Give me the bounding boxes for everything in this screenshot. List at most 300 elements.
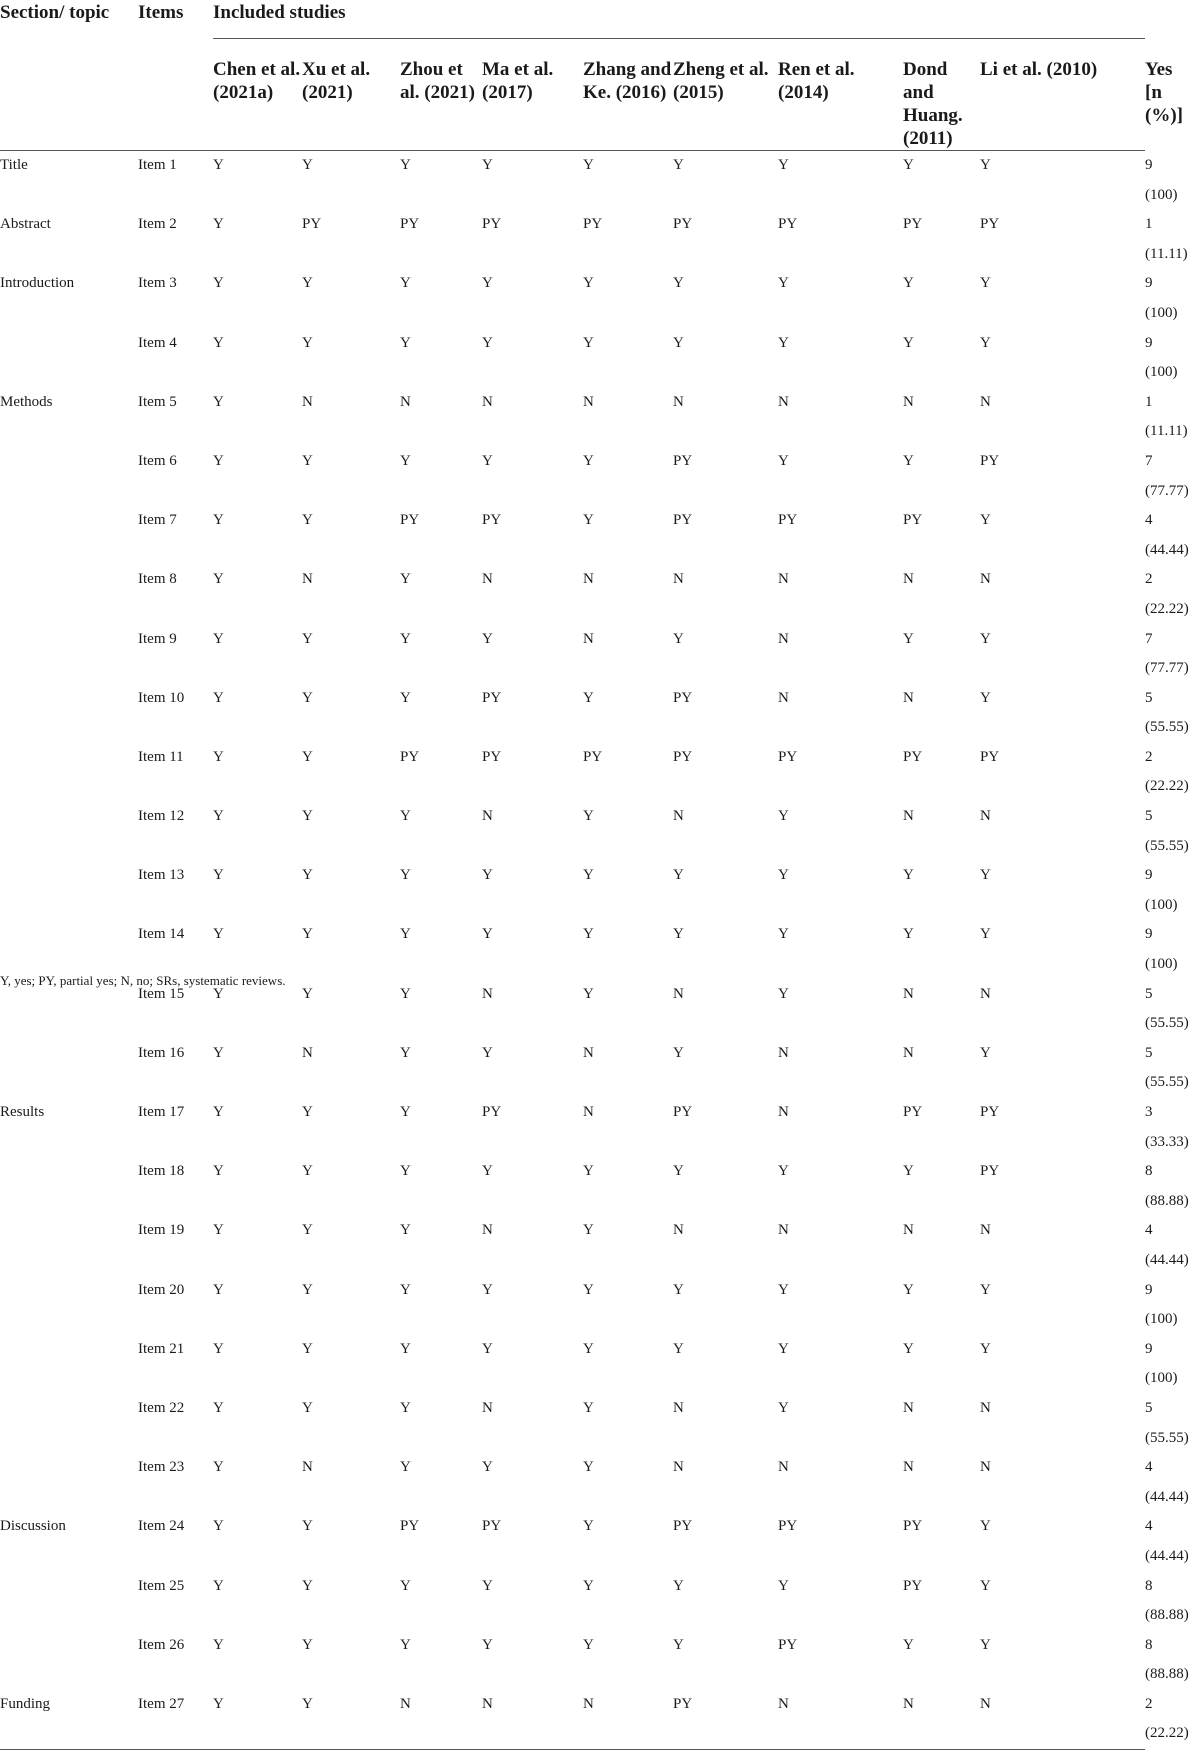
cell-rating: Y <box>400 452 411 469</box>
cell-rating: N <box>980 393 991 410</box>
cell-rating: PY <box>673 1690 778 1750</box>
cell-rating: N <box>302 571 313 588</box>
cell-rating: Y <box>213 275 224 292</box>
cell-rating: Y <box>583 1518 594 1535</box>
cell-rating: N <box>583 630 594 647</box>
cell-rating: N <box>482 1399 493 1416</box>
cell-rating: Y <box>673 157 684 173</box>
table-row: Item 6 Y Y Y Y Y PY Y Y PY 7 (77.77) <box>0 447 1145 506</box>
header-study: Zhang and Ke. (2016) <box>583 39 673 151</box>
cell-item: Item 1 <box>138 157 177 173</box>
cell-rating: Y <box>400 1104 411 1120</box>
cell-rating: Y <box>482 1636 493 1653</box>
cell-rating: Y <box>980 1518 991 1535</box>
cell-rating: N <box>903 393 914 410</box>
cell-rating: N <box>583 393 594 410</box>
cell-rating: Y <box>903 867 914 884</box>
cell-item: Item 24 <box>138 1518 185 1535</box>
table-footnote: Y, yes; PY, partial yes; N, no; SRs, systematic reviews. <box>0 973 286 988</box>
cell-section <box>0 1039 138 1098</box>
cell-rating: Y <box>400 630 411 647</box>
cell-rating: Y <box>400 1399 411 1416</box>
cell-item: Item 17 <box>138 1104 185 1120</box>
cell-item: Item 9 <box>138 630 177 647</box>
cell-rating: PY <box>482 512 502 529</box>
cell-rating: Y <box>778 1340 789 1357</box>
cell-rating: Y <box>400 926 411 943</box>
cell-rating: Y <box>482 926 493 943</box>
cell-rating: Y <box>213 216 224 233</box>
cell-section <box>0 506 138 565</box>
cell-rating: PY <box>903 1577 923 1594</box>
cell-item: Item 18 <box>138 1163 185 1180</box>
cell-rating: PY <box>482 748 502 765</box>
cell-rating: PY <box>903 1518 923 1535</box>
cell-section <box>0 861 138 920</box>
cell-rating: N <box>903 1690 980 1750</box>
cell-rating: Y <box>673 1636 684 1653</box>
cell-rating: Y <box>778 1281 789 1298</box>
cell-rating: Y <box>482 275 493 292</box>
cell-rating: N <box>302 393 313 410</box>
cell-item: Item 27 <box>138 1690 213 1750</box>
table-row: Introduction Item 3 Y Y Y Y Y Y Y Y Y 9 (100) <box>0 269 1145 328</box>
cell-rating: N <box>673 1459 684 1476</box>
table-row: Item 18 Y Y Y Y Y Y Y Y PY 8 (88.88) <box>0 1157 1145 1216</box>
table-row: Abstract Item 2 Y PY PY PY PY PY PY PY PY 1 (11.11) <box>0 210 1145 269</box>
cell-rating: Y <box>302 334 313 351</box>
cell-section <box>0 1157 138 1216</box>
cell-item: Item 3 <box>138 275 177 292</box>
cell-section <box>0 1453 138 1512</box>
cell-rating: Y <box>673 1281 684 1298</box>
cell-rating: Y <box>778 926 789 943</box>
cell-rating: Y <box>302 808 313 825</box>
cell-rating: PY <box>980 216 1000 233</box>
cell-rating: Y <box>400 808 411 825</box>
cell-rating: Y <box>482 1044 493 1061</box>
cell-rating: N <box>778 689 789 706</box>
cell-section: Title <box>0 157 28 173</box>
cell-rating: PY <box>778 512 798 529</box>
cell-rating: Y <box>482 630 493 647</box>
cell-rating: Y <box>302 157 313 173</box>
cell-section <box>0 1631 138 1690</box>
cell-rating: Y <box>302 512 313 529</box>
cell-rating: Y <box>213 1459 224 1476</box>
cell-rating: Y <box>980 1340 991 1357</box>
cell-rating: Y <box>903 1281 914 1298</box>
cell-rating: Y <box>673 275 684 292</box>
cell-rating: Y <box>673 334 684 351</box>
cell-rating: Y <box>213 1577 224 1594</box>
cell-rating: Y <box>213 630 224 647</box>
cell-section <box>0 565 138 624</box>
cell-rating: Y <box>903 630 914 647</box>
cell-section <box>0 920 138 979</box>
cell-item: Item 23 <box>138 1459 185 1476</box>
cell-rating: Y <box>302 1281 313 1298</box>
cell-rating: Y <box>302 275 313 292</box>
table-row: Item 23 Y N Y Y Y N N N N 4 (44.44) <box>0 1453 1145 1512</box>
cell-rating: N <box>903 689 914 706</box>
cell-rating: N <box>673 1222 684 1239</box>
cell-rating: Y <box>980 1044 991 1061</box>
cell-rating: N <box>673 985 684 1002</box>
cell-item: Item 14 <box>138 926 185 943</box>
cell-rating: Y <box>213 1044 224 1061</box>
cell-rating: Y <box>903 1163 914 1180</box>
cell-rating: Y <box>583 1459 594 1476</box>
cell-rating: PY <box>583 748 603 765</box>
cell-rating: N <box>980 985 991 1002</box>
cell-rating: Y <box>583 1163 594 1180</box>
cell-rating: Y <box>400 1281 411 1298</box>
cell-rating: PY <box>673 748 693 765</box>
cell-rating: PY <box>778 1518 798 1535</box>
cell-rating: PY <box>482 216 502 233</box>
cell-rating: PY <box>980 1163 1000 1180</box>
cell-rating: Y <box>980 157 991 173</box>
cell-rating: Y <box>778 452 789 469</box>
cell-rating: Y <box>778 808 789 825</box>
cell-rating: Y <box>903 1636 914 1653</box>
header-study: Xu et al. (2021) <box>302 39 400 151</box>
cell-rating: Y <box>302 452 313 469</box>
table-body <box>0 151 1189 1750</box>
table-row: Item 22 Y Y Y N Y N Y N N 5 (55.55) <box>0 1394 1145 1453</box>
cell-rating: Y <box>778 275 789 292</box>
cell-section <box>0 1335 138 1394</box>
cell-rating: Y <box>673 926 684 943</box>
cell-section <box>0 329 138 388</box>
cell-rating: Y <box>482 1163 493 1180</box>
cell-section: Discussion <box>0 1518 66 1535</box>
cell-rating: Y <box>980 926 991 943</box>
cell-rating: Y <box>302 926 313 943</box>
cell-rating: Y <box>903 275 914 292</box>
table-row: Item 20 Y Y Y Y Y Y Y Y Y 9 (100) <box>0 1276 1145 1335</box>
cell-rating: PY <box>673 689 693 706</box>
cell-rating: Y <box>400 1459 411 1476</box>
cell-rating: N <box>778 1104 789 1120</box>
cell-rating: Y <box>980 689 991 706</box>
cell-rating: N <box>482 571 493 588</box>
cell-rating: Y <box>482 1459 493 1476</box>
cell-rating: N <box>482 1690 583 1750</box>
cell-rating: N <box>673 393 684 410</box>
cell-rating: Y <box>213 1281 224 1298</box>
cell-rating: Y <box>213 867 224 884</box>
table-row: Item 7 Y Y PY PY Y PY PY PY Y 4 (44.44) <box>0 506 1145 565</box>
cell-rating: Y <box>400 157 411 173</box>
cell-rating: N <box>673 1399 684 1416</box>
cell-item: Item 15 <box>138 985 185 1002</box>
cell-section <box>0 743 138 802</box>
cell-rating: N <box>903 1459 914 1476</box>
cell-rating: N <box>482 1222 493 1239</box>
cell-rating: N <box>778 630 789 647</box>
table-row: Item 21 Y Y Y Y Y Y Y Y Y 9 (100) <box>0 1335 1145 1394</box>
cell-rating: Y <box>302 1636 313 1653</box>
cell-rating: Y <box>302 1518 313 1535</box>
cell-rating: Y <box>583 1222 594 1239</box>
cell-rating: PY <box>400 748 420 765</box>
cell-item: Item 5 <box>138 393 177 410</box>
cell-rating: Y <box>400 689 411 706</box>
cell-rating: Y <box>583 1577 594 1594</box>
cell-rating: Y <box>980 1636 991 1653</box>
cell-rating: Y <box>302 689 313 706</box>
cell-rating: PY <box>400 1518 420 1535</box>
cell-rating: Y <box>302 1690 400 1750</box>
cell-rating: Y <box>400 867 411 884</box>
cell-rating: PY <box>400 216 420 233</box>
cell-rating: N <box>583 1690 673 1750</box>
cell-rating: Y <box>213 748 224 765</box>
cell-rating: PY <box>482 1518 502 1535</box>
cell-section <box>0 1572 138 1631</box>
cell-rating: Y <box>980 334 991 351</box>
cell-rating: Y <box>583 452 594 469</box>
cell-rating: Y <box>400 1222 411 1239</box>
header-included-studies: Included studies <box>213 2 346 23</box>
cell-rating: Y <box>302 1577 313 1594</box>
cell-rating: Y <box>980 1577 991 1594</box>
cell-rating: Y <box>482 867 493 884</box>
cell-item: Item 19 <box>138 1222 185 1239</box>
cell-rating: Y <box>903 334 914 351</box>
cell-section <box>0 1276 138 1335</box>
cell-rating: N <box>778 1044 789 1061</box>
cell-rating: Y <box>583 275 594 292</box>
table-row: Item 14 Y Y Y Y Y Y Y Y Y 9 (100) <box>0 920 1145 979</box>
cell-rating: Y <box>583 1399 594 1416</box>
cell-rating: PY <box>903 1104 923 1120</box>
cell-rating: Y <box>903 452 914 469</box>
cell-rating: N <box>673 571 684 588</box>
cell-rating: Y <box>583 689 594 706</box>
cell-section <box>0 684 138 743</box>
cell-rating: Y <box>213 157 224 173</box>
cell-item: Item 2 <box>138 216 177 233</box>
cell-rating: N <box>583 571 594 588</box>
cell-section: Funding <box>0 1690 138 1750</box>
cell-rating: PY <box>903 748 923 765</box>
cell-rating: Y <box>482 157 493 173</box>
header-study: Ren et al. (2014) <box>778 39 903 151</box>
cell-rating: Y <box>213 1518 224 1535</box>
table-row: Funding Item 27 Y Y N N N PY N N N 2 (22.22) <box>0 1690 1145 1750</box>
cell-rating: Y <box>673 1577 684 1594</box>
cell-rating: Y <box>400 1163 411 1180</box>
cell-rating: Y <box>583 334 594 351</box>
cell-rating: N <box>302 1044 313 1061</box>
cell-rating: N <box>400 393 411 410</box>
cell-rating: Y <box>903 157 914 173</box>
cell-rating: N <box>583 1044 594 1061</box>
cell-rating: Y <box>482 452 493 469</box>
cell-rating: N <box>980 1399 991 1416</box>
table-row: Item 11 Y Y PY PY PY PY PY PY PY 2 (22.22) <box>0 743 1145 802</box>
cell-rating: PY <box>673 1104 693 1120</box>
cell-rating: Y <box>583 1340 594 1357</box>
cell-rating: Y <box>213 1340 224 1357</box>
cell-rating: PY <box>778 216 798 233</box>
cell-item: Item 4 <box>138 334 177 351</box>
cell-rating: Y <box>482 1281 493 1298</box>
cell-rating: N <box>903 1222 914 1239</box>
table-row: Discussion Item 24 Y Y PY PY Y PY PY PY Y 4 (44.44) <box>0 1512 1145 1571</box>
cell-rating: PY <box>673 216 693 233</box>
table-row: Item 13 Y Y Y Y Y Y Y Y Y 9 (100) <box>0 861 1145 920</box>
cell-rating: Y <box>213 334 224 351</box>
cell-rating: PY <box>903 512 923 529</box>
cell-rating: PY <box>778 1636 798 1653</box>
cell-item: Item 20 <box>138 1281 185 1298</box>
cell-rating: N <box>302 1459 313 1476</box>
cell-rating: N <box>903 808 914 825</box>
cell-rating: Y <box>778 867 789 884</box>
cell-item: Item 12 <box>138 808 185 825</box>
cell-rating: N <box>903 985 914 1002</box>
cell-rating: Y <box>213 1399 224 1416</box>
cell-rating: N <box>482 393 493 410</box>
cell-section <box>0 1394 138 1453</box>
table-row: Item 25 Y Y Y Y Y Y Y PY Y 8 (88.88) <box>0 1572 1145 1631</box>
cell-rating: PY <box>482 689 502 706</box>
cell-rating: PY <box>482 1104 502 1120</box>
cell-rating: Y <box>400 985 411 1002</box>
cell-rating: N <box>583 1104 594 1120</box>
cell-rating: Y <box>583 1281 594 1298</box>
cell-rating: Y <box>213 1636 224 1653</box>
table-row: Results Item 17 Y Y Y PY N PY N PY PY 3 (33.33) <box>0 1098 1145 1157</box>
cell-rating: N <box>400 1690 482 1750</box>
cell-rating: Y <box>778 1399 789 1416</box>
table-row: Item 8 Y N Y N N N N N N 2 (22.22) <box>0 565 1145 624</box>
cell-rating: Y <box>213 1222 224 1239</box>
cell-rating: Y <box>400 1577 411 1594</box>
cell-item: Item 21 <box>138 1340 185 1357</box>
cell-rating: Y <box>583 1636 594 1653</box>
cell-item: Item 16 <box>138 1044 185 1061</box>
cell-rating: Y <box>482 1340 493 1357</box>
cell-rating: Y <box>482 334 493 351</box>
cell-rating: PY <box>673 452 693 469</box>
header-section-topic: Section/ topic <box>0 0 138 151</box>
cell-rating: Y <box>213 926 224 943</box>
cell-rating: PY <box>980 452 1000 469</box>
cell-rating: Y <box>400 1340 411 1357</box>
cell-rating: Y <box>673 1340 684 1357</box>
cell-section: Abstract <box>0 216 51 233</box>
cell-rating: Y <box>583 512 594 529</box>
cell-rating: PY <box>673 512 693 529</box>
cell-rating: Y <box>213 571 224 588</box>
table-row: Item 4 Y Y Y Y Y Y Y Y Y 9 (100) <box>0 329 1145 388</box>
cell-rating: N <box>778 1690 903 1750</box>
cell-rating: N <box>673 808 684 825</box>
cell-item: Item 13 <box>138 867 185 884</box>
cell-item: Item 26 <box>138 1636 185 1653</box>
cell-section <box>0 625 138 684</box>
cell-rating: Y <box>778 985 789 1002</box>
cell-rating: Y <box>980 1281 991 1298</box>
table-row: Item 19 Y Y Y N Y N N N N 4 (44.44) <box>0 1216 1145 1275</box>
cell-rating: Y <box>302 1163 313 1180</box>
header-study: Chen et al. (2021a) <box>213 39 302 151</box>
cell-rating: Y <box>302 748 313 765</box>
cell-rating: Y <box>583 808 594 825</box>
cell-rating: Y <box>302 985 313 1002</box>
cell-rating: N <box>778 571 789 588</box>
header-study: Ma et al. (2017) <box>482 39 583 151</box>
cell-rating: PY <box>778 748 798 765</box>
cell-rating: Y <box>482 1577 493 1594</box>
cell-rating: PY <box>302 216 322 233</box>
cell-item: Item 11 <box>138 748 184 765</box>
cell-rating: Y <box>903 926 914 943</box>
cell-rating: N <box>980 1690 1145 1750</box>
cell-item: Item 8 <box>138 571 177 588</box>
cell-item: Item 7 <box>138 512 177 529</box>
table-row: Item 9 Y Y Y Y N Y N Y Y 7 (77.77) <box>0 625 1145 684</box>
header-study: Zhou et al. (2021) <box>400 39 482 151</box>
cell-item: Item 6 <box>138 452 177 469</box>
table-row: Item 16 Y N Y Y N Y N N Y 5 (55.55) <box>0 1039 1145 1098</box>
cell-rating: PY <box>980 748 1000 765</box>
cell-section <box>0 802 138 861</box>
table-row: Title Item 1 Y Y Y Y Y Y Y Y Y 9 (100) <box>0 151 1145 211</box>
cell-rating: Y <box>400 1636 411 1653</box>
cell-rating: N <box>903 1399 914 1416</box>
cell-rating: Y <box>903 1340 914 1357</box>
cell-item: Item 10 <box>138 689 185 706</box>
cell-rating: Y <box>213 393 224 410</box>
cell-rating: Y <box>673 867 684 884</box>
cell-rating: Y <box>213 1104 224 1120</box>
cell-rating: N <box>903 571 914 588</box>
cell-rating: N <box>980 571 991 588</box>
cell-rating: N <box>778 393 789 410</box>
cell-rating: Y <box>778 157 789 173</box>
cell-rating: Y <box>213 1163 224 1180</box>
table-row: Item 15 Y Y Y N Y N Y N N 5 (55.55) <box>0 980 1145 1039</box>
cell-rating: Y <box>213 985 224 1002</box>
cell-section <box>0 447 138 506</box>
cell-rating: Y <box>302 1222 313 1239</box>
cell-rating: PY <box>673 1518 693 1535</box>
cell-rating: PY <box>903 216 923 233</box>
cell-section: Results <box>0 1104 45 1120</box>
cell-rating: Y <box>302 630 313 647</box>
cell-rating: Y <box>673 1163 684 1180</box>
cell-rating: Y <box>778 1577 789 1594</box>
cell-rating: Y <box>302 1340 313 1357</box>
cell-rating: Y <box>778 334 789 351</box>
cell-rating: PY <box>583 216 603 233</box>
table-header: Section/ topic Items Included studies Chen et al. (2021a) Xu et al. (2021) Zhou et al. (2021) Ma et al. (2017) Zhang and Ke. (2016) Zheng et al. (2015) Ren et al. (2014) Dond and Huang. (2011) Li et al. (2010) Yes [n (%)] <box>0 2 1183 149</box>
table-row: Methods Item 5 Y N N N N N N N N 1 (11.11) <box>0 388 1145 447</box>
cell-rating: Y <box>980 512 991 529</box>
cell-section: Introduction <box>0 275 75 292</box>
cell-item: Item 25 <box>138 1577 185 1594</box>
cell-rating: Y <box>673 1044 684 1061</box>
header-study: Dond and Huang. (2011) <box>903 39 980 151</box>
cell-item: Item 22 <box>138 1399 185 1416</box>
cell-rating: Y <box>302 1399 313 1416</box>
